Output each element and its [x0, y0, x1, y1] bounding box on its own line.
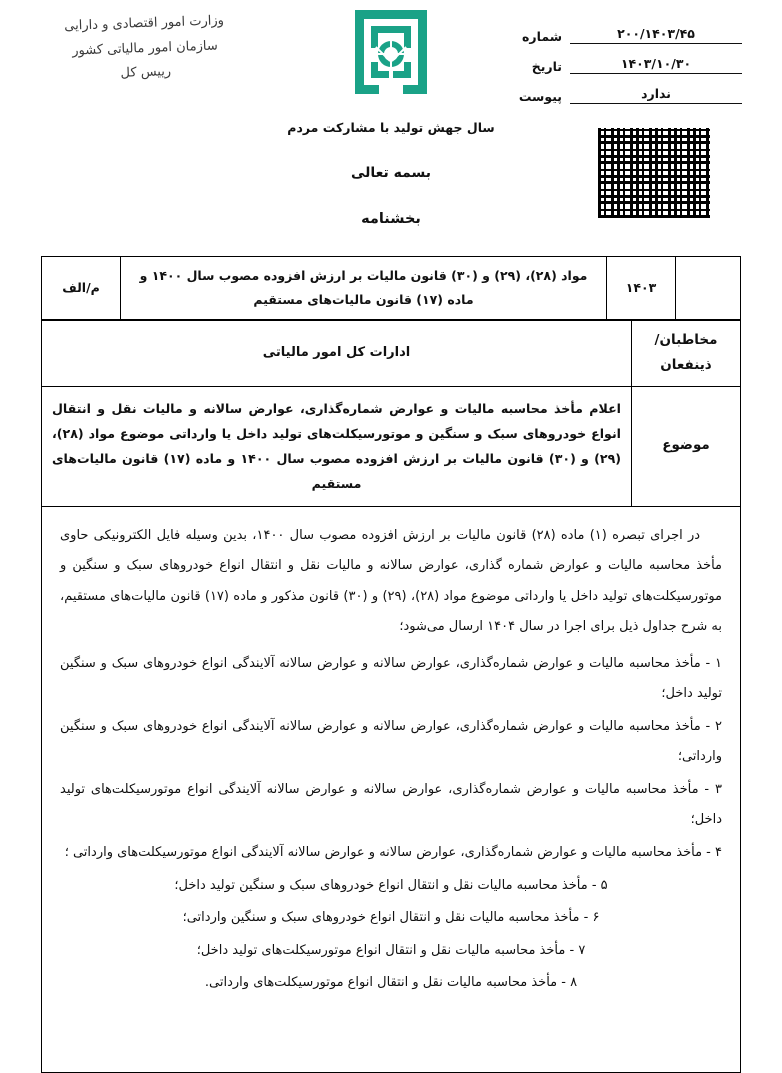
audience-label: مخاطبان/ ذینفعان — [632, 320, 741, 386]
meta-blank-cell — [676, 257, 741, 320]
audience-subject-table — [41, 320, 741, 507]
header-meta-fields — [518, 14, 742, 104]
meta-code-cell: م/الف — [42, 257, 121, 320]
subject-label: موضوع — [632, 386, 741, 506]
list-item: ۳ - مأخذ محاسبه مالیات و عوارض شماره‌گذاری، عوارض سالانه و عوارض سالانه آلایندگی انواع موتورسیکلت‌های تولید داخل؛ — [60, 781, 722, 828]
meta-year-cell: ۱۴۰۳ — [607, 257, 676, 320]
header-field-attachment — [518, 74, 742, 104]
list-item: ۶ - مأخذ محاسبه مالیات نقل و انتقال انواع خودروهای سبک و سنگین وارداتی؛ — [182, 910, 600, 926]
ministry-line-1: وزارت امور اقتصادی و دارایی — [64, 13, 225, 34]
list-item: ۴ - مأخذ محاسبه مالیات و عوارض شماره‌گذاری، عوارض سالانه و عوارض سالانه آلایندگی انواع موتورسیکلت‌های وارداتی ؛ — [64, 845, 722, 860]
header-field-date — [522, 44, 742, 74]
list-item: ۷ - مأخذ محاسبه مالیات نقل و انتقال انواع موتورسیکلت‌های تولید داخل؛ — [196, 942, 586, 958]
letter-header — [0, 0, 782, 250]
ministry-signature-block — [29, 8, 261, 90]
header-attachment-value: ندارد — [570, 86, 742, 104]
header-number-label: شماره — [522, 29, 562, 44]
table-row — [42, 257, 741, 320]
besmellah-text: بسمه تعالی — [350, 165, 432, 181]
ministry-line-3: رییس کل — [120, 64, 172, 82]
table-row — [42, 386, 741, 506]
document-type-title: بخشنامه — [361, 211, 421, 227]
list-item: ۵ - مأخذ محاسبه مالیات نقل و انتقال انواع خودروهای سبک و سنگین تولید داخل؛ — [174, 877, 608, 893]
header-number-value: ۲۰۰/۱۴۰۳/۴۵ — [570, 26, 742, 44]
classification-table — [41, 256, 741, 320]
header-attachment-label: پیوست — [518, 89, 562, 104]
header-date-value: ۱۴۰۳/۱۰/۳۰ — [570, 56, 742, 74]
body-paragraph: در اجرای تبصره (۱) ماده (۲۸) قانون مالیات بر ارزش افزوده مصوب سال ۱۴۰۰، بدین وسیله فایل الکترونیکی حاوی مأخذ محاسبه مالیات و عوارض شماره گذاری، عوارض سالانه و مالیات نقل و انتقال انواع خودروهای سبک و سنگین و موتورسیکلت‌های تولید داخل یا وارداتی موضوع مواد (۲۸)، (۲۹) و (۳۰) قانون مذکور و ماده (۱۷) قانون مالیات‌های مستقیم، به شرح جداول ذیل برای اجرا در سال ۱۴۰۴ ارسال می‌شود؛ — [60, 527, 723, 635]
list-item: ۲ - مأخذ محاسبه مالیات و عوارض شماره‌گذاری، عوارض سالانه و عوارض سالانه آلایندگی انواع خودروهای سبک و سنگین وارداتی؛ — [60, 718, 722, 765]
ministry-line-2: سازمان امور مالیاتی کشور — [71, 38, 218, 59]
letter-body — [41, 507, 741, 1073]
header-center-text — [0, 120, 782, 227]
subject-value: اعلام مأخذ محاسبه مالیات و عوارض شماره‌گذاری، عوارض سالانه و مالیات نقل و انتقال انواع خودروهای سبک و سنگین و موتورسیکلت‌های تولید داخل یا وارداتی موضوع مواد (۲۸)، (۲۹) و (۳۰) قانون مالیات بر ارزش افزوده مصوب سال ۱۴۰۰ و ماده (۱۷) قانون مالیات‌های مستقیم — [42, 386, 632, 506]
year-slogan: سال جهش تولید با مشارکت مردم — [287, 120, 495, 135]
organization-logo-icon — [355, 10, 427, 94]
header-field-number — [522, 14, 742, 44]
meta-subject-reference-cell: مواد (۲۸)، (۲۹) و (۳۰) قانون مالیات بر ارزش افزوده مصوب سال ۱۴۰۰ و ماده (۱۷) قانون مالیات‌های مستقیم — [121, 257, 607, 320]
list-item: ۱ - مأخذ محاسبه مالیات و عوارض شماره‌گذاری، عوارض سالانه و عوارض سالانه آلایندگی انواع خودروهای سبک و سنگین تولید داخل؛ — [60, 655, 722, 702]
table-row — [42, 320, 741, 386]
list-item: ۸ - مأخذ محاسبه مالیات نقل و انتقال انواع موتورسیکلت‌های وارداتی. — [204, 975, 578, 991]
header-date-label: تاریخ — [531, 59, 562, 74]
audience-value: ادارات کل امور مالیاتی — [42, 320, 632, 386]
